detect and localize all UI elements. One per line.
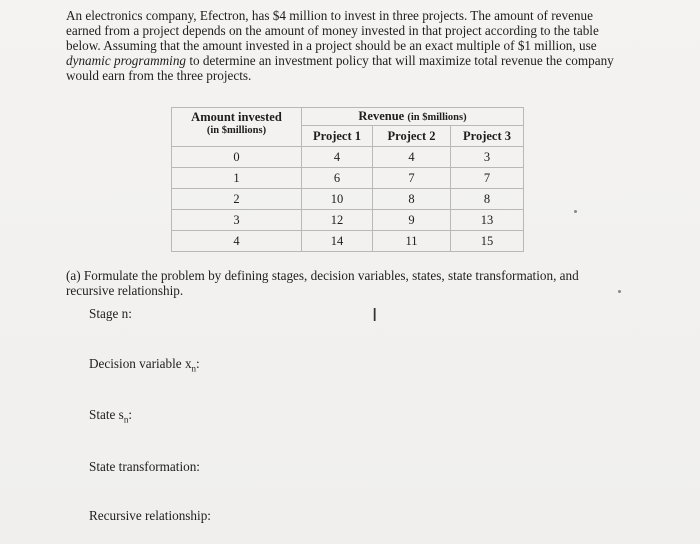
recursive-relationship-label: Recursive relationship:: [89, 508, 211, 523]
state-subscript: n: [123, 414, 129, 425]
project-3-header: Project 3: [451, 126, 524, 147]
revenue-header-label: Revenue: [358, 109, 405, 123]
speck: [574, 210, 577, 213]
project-2-cell: 4: [373, 147, 451, 168]
amount-cell: 1: [172, 168, 302, 189]
problem-statement: [66, 8, 626, 83]
state-text: State s: [89, 407, 124, 422]
project-3-cell: 13: [451, 210, 524, 231]
project-3-cell: 3: [451, 147, 524, 168]
part-a-question: (a) Formulate the problem by defining stages, decision variables, states, state transformation, and recursive relationship.: [66, 268, 579, 298]
project-2-cell: 9: [373, 210, 451, 231]
table-row: [172, 210, 524, 231]
project-2-cell: 7: [373, 168, 451, 189]
emphasis-text: dynamic programming: [66, 53, 187, 68]
project-3-cell: 15: [451, 231, 524, 252]
amount-cell: 4: [172, 231, 302, 252]
revenue-table: [171, 107, 524, 252]
amount-cell: 3: [172, 210, 302, 231]
table-row: [172, 168, 524, 189]
project-1-cell: 6: [302, 168, 373, 189]
decision-variable-text: Decision variable x: [89, 356, 192, 371]
speck: [618, 290, 621, 293]
project-2-cell: 8: [373, 189, 451, 210]
stage-label-text: Stage n:: [89, 306, 132, 321]
project-3-cell: 7: [451, 168, 524, 189]
state-transformation-label: State transformation:: [89, 459, 200, 474]
amount-cell: 2: [172, 189, 302, 210]
table-row: [172, 147, 524, 168]
amount-header-unit: (in $millions): [206, 125, 267, 136]
project-1-cell: 12: [302, 210, 373, 231]
project-1-cell: 4: [302, 147, 373, 168]
project-2-cell: 11: [373, 231, 451, 252]
intro-text: An electronics company, Efectron, has $4 million to invest in three projects. The amount of revenue earned from a project depends on the amount of money invested in that project according to the table below. Assuming that the amount invested in a project should be an exact multiple of $1 million, use: [66, 8, 599, 53]
revenue-header-unit: (in $millions): [407, 112, 467, 123]
amount-cell: 0: [172, 147, 302, 168]
revenue-header: [302, 108, 524, 126]
project-3-cell: 8: [451, 189, 524, 210]
project-1-cell: 10: [302, 189, 373, 210]
amount-header: [172, 108, 302, 147]
table-row: [172, 231, 524, 252]
text-cursor-icon: I: [372, 305, 378, 326]
state-label: State $s_n$:: [89, 407, 132, 425]
intro-tail: to determine an investment policy that will maximize total revenue the company would earn from the three projects.: [66, 53, 614, 83]
project-1-cell: 14: [302, 231, 373, 252]
decision-variable-label: Decision variable $x_n$:: [89, 356, 200, 374]
decision-subscript: n: [191, 363, 197, 374]
project-1-header: Project 1: [302, 126, 373, 147]
table-row: [172, 189, 524, 210]
amount-header-label: Amount invested: [191, 110, 282, 124]
project-2-header: Project 2: [373, 126, 451, 147]
stage-label: [89, 306, 132, 322]
